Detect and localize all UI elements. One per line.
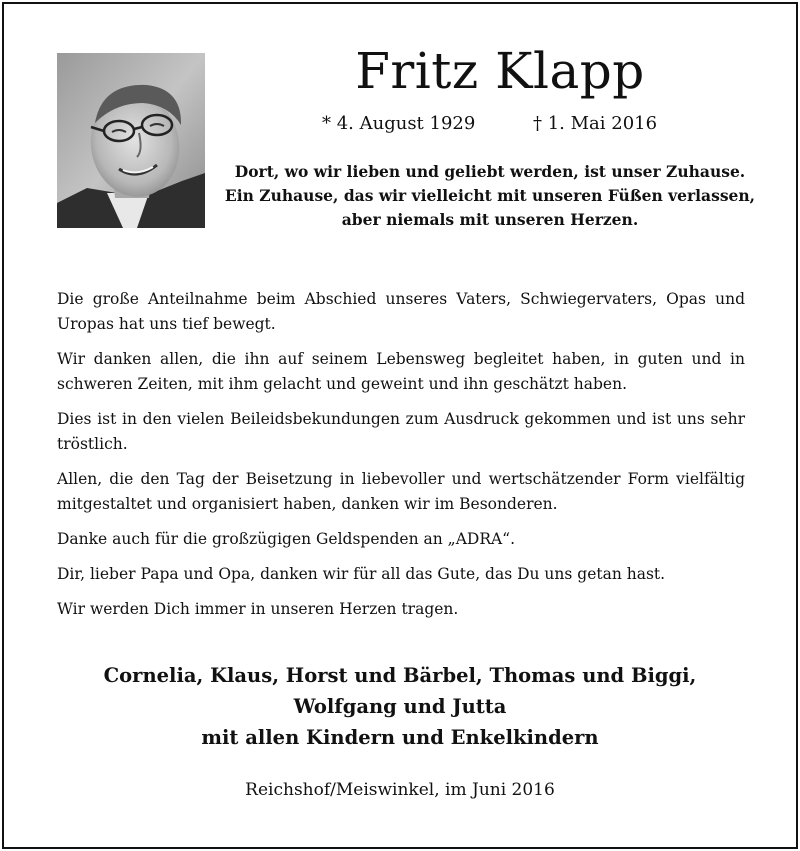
thanks-paragraph: Allen, die den Tag der Beisetzung in liebevoller und wertschätzender Form vielfältig mitgestaltet und organisiert haben, danken wir im Besonderen. [57, 470, 745, 513]
signature-line: Cornelia, Klaus, Horst und Bärbel, Thomas und Biggi, [103, 664, 697, 687]
deceased-name: Fritz Klapp [355, 42, 645, 100]
thanks-paragraph: Danke auch für die großzügigen Geldspenden an „ADRA“. [57, 530, 516, 548]
portrait-photo [57, 53, 205, 228]
death-date: † 1. Mai 2016 [533, 113, 658, 134]
signature-line: Wolfgang und Jutta [293, 695, 507, 718]
thanks-text [57, 287, 745, 622]
birth-date: * 4. August 1929 [322, 113, 476, 134]
thanks-paragraph: Die große Anteilnahme beim Abschied unseres Vaters, Schwiegervaters, Opas und Uropas hat uns tief bewegt. [57, 290, 745, 333]
thanks-paragraph: Wir danken allen, die ihn auf seinem Lebensweg begleitet haben, in guten und in schweren Zeiten, mit ihm gelacht und geweint und ihn geschätzt haben. [57, 350, 745, 393]
thanks-paragraph: Wir werden Dich immer in unseren Herzen tragen. [57, 600, 459, 618]
place-and-date: Reichshof/Meiswinkel, im Juni 2016 [245, 780, 555, 800]
motto-line: aber niemals mit unseren Herzen. [341, 210, 639, 229]
family-signature [80, 660, 720, 753]
motto-line: Dort, wo wir lieben und geliebt werden, ist unser Zuhause. [234, 162, 746, 181]
signature-line: mit allen Kindern und Enkelkindern [201, 726, 599, 749]
thanks-paragraph: Dies ist in den vielen Beileidsbekundungen zum Ausdruck gekommen und ist uns sehr tröstlich. [57, 410, 745, 453]
motto-quote [220, 160, 760, 232]
thanks-paragraph: Dir, lieber Papa und Opa, danken wir für all das Gute, das Du uns getan hast. [57, 565, 666, 583]
motto-line: Ein Zuhause, das wir vielleicht mit unseren Füßen verlassen, [224, 186, 756, 205]
